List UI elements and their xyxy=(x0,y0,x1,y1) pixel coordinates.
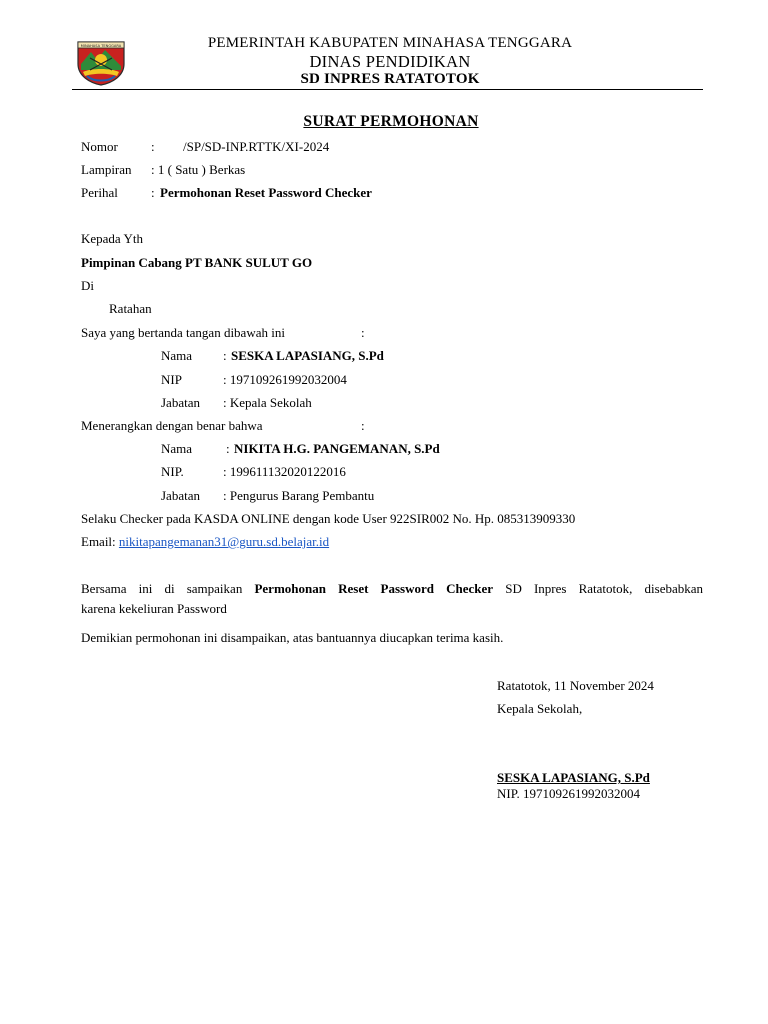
declare-intro: Menerangkan dengan benar bahwa xyxy=(81,418,263,433)
email-line xyxy=(81,534,329,550)
subject-jabatan-label: Jabatan xyxy=(161,488,200,503)
lampiran-label: Lampiran xyxy=(81,162,132,177)
signer-nama-value: SESKA LAPASIANG, S.Pd xyxy=(231,348,384,363)
closing-role: Kepala Sekolah, xyxy=(497,701,583,716)
body-paragraph-1-line2: karena kekeliuran Password xyxy=(81,601,227,616)
perihal-label: Perihal xyxy=(81,185,118,200)
body-paragraph-1 xyxy=(81,581,703,597)
checker-info: Selaku Checker pada KASDA ONLINE dengan kode User 922SIR002 No. Hp. 085313909330 xyxy=(81,511,576,526)
signer-nama-label: Nama xyxy=(161,348,193,363)
body-paragraph-2: Demikian permohonan ini disampaikan, atas bantuannya diucapkan terima kasih. xyxy=(81,630,504,645)
letterhead-government: PEMERINTAH KABUPATEN MINAHASA TENGGARA xyxy=(207,35,573,51)
signer-jabatan-value: : Kepala Sekolah xyxy=(223,395,312,410)
subject-nama-label: Nama xyxy=(161,441,193,456)
logo-lettering: MINAHASA TENGGARA xyxy=(80,44,122,48)
letterhead-divider xyxy=(72,89,703,90)
email-label: Email: xyxy=(81,534,116,549)
letterhead-school: SD INPRES RATATOTOK xyxy=(300,71,480,87)
closing-signatory-name: SESKA LAPASIANG, S.Pd xyxy=(497,770,650,785)
body-p1-bold: Permohonan Reset Password Checker xyxy=(254,581,494,596)
letter-title: SURAT PERMOHONAN xyxy=(303,113,479,130)
closing-signatory-nip: NIP. 197109261992032004 xyxy=(497,786,641,801)
perihal-value: Permohonan Reset Password Checker xyxy=(160,185,372,200)
subject-nip-value: : 199611132020122016 xyxy=(223,464,346,479)
signer-intro: Saya yang bertanda tangan dibawah ini xyxy=(81,325,285,340)
email-link[interactable]: nikitapangemanan31@guru.sd.belajar.id xyxy=(118,534,330,549)
signer-nip-label: NIP xyxy=(161,372,182,387)
subject-nama-value: NIKITA H.G. PANGEMANAN, S.Pd xyxy=(234,441,440,456)
nomor-value: /SP/SD-INP.RTTK/XI-2024 xyxy=(183,139,330,154)
addressee-place: Ratahan xyxy=(109,301,152,316)
nomor-label: Nomor xyxy=(81,139,118,154)
body-p1-post: SD Inpres Ratatotok, disebabkan xyxy=(505,581,704,596)
declare-intro-colon: : xyxy=(361,418,365,433)
letterhead-department: DINAS PENDIDIKAN xyxy=(309,52,471,71)
signer-nip-value: : 197109261992032004 xyxy=(223,372,347,387)
signer-jabatan-label: Jabatan xyxy=(161,395,200,410)
signer-intro-colon: : xyxy=(361,325,365,340)
lampiran-value: : 1 ( Satu ) Berkas xyxy=(151,162,246,177)
nomor-colon: : xyxy=(151,139,155,154)
body-p1-pre: Bersama ini di sampaikan xyxy=(81,581,243,596)
addressee-name: Pimpinan Cabang PT BANK SULUT GO xyxy=(81,255,313,270)
subject-nama-colon: : xyxy=(226,441,230,456)
subject-jabatan-value: : Pengurus Barang Pembantu xyxy=(223,488,375,503)
regency-logo xyxy=(75,38,127,86)
addressee-di: Di xyxy=(81,278,94,293)
signer-nama-colon: : xyxy=(223,348,227,363)
closing-place-date: Ratatotok, 11 November 2024 xyxy=(497,678,654,693)
subject-nip-label: NIP. xyxy=(161,464,184,479)
addressee-salutation: Kepada Yth xyxy=(81,231,143,246)
perihal-colon: : xyxy=(151,185,155,200)
